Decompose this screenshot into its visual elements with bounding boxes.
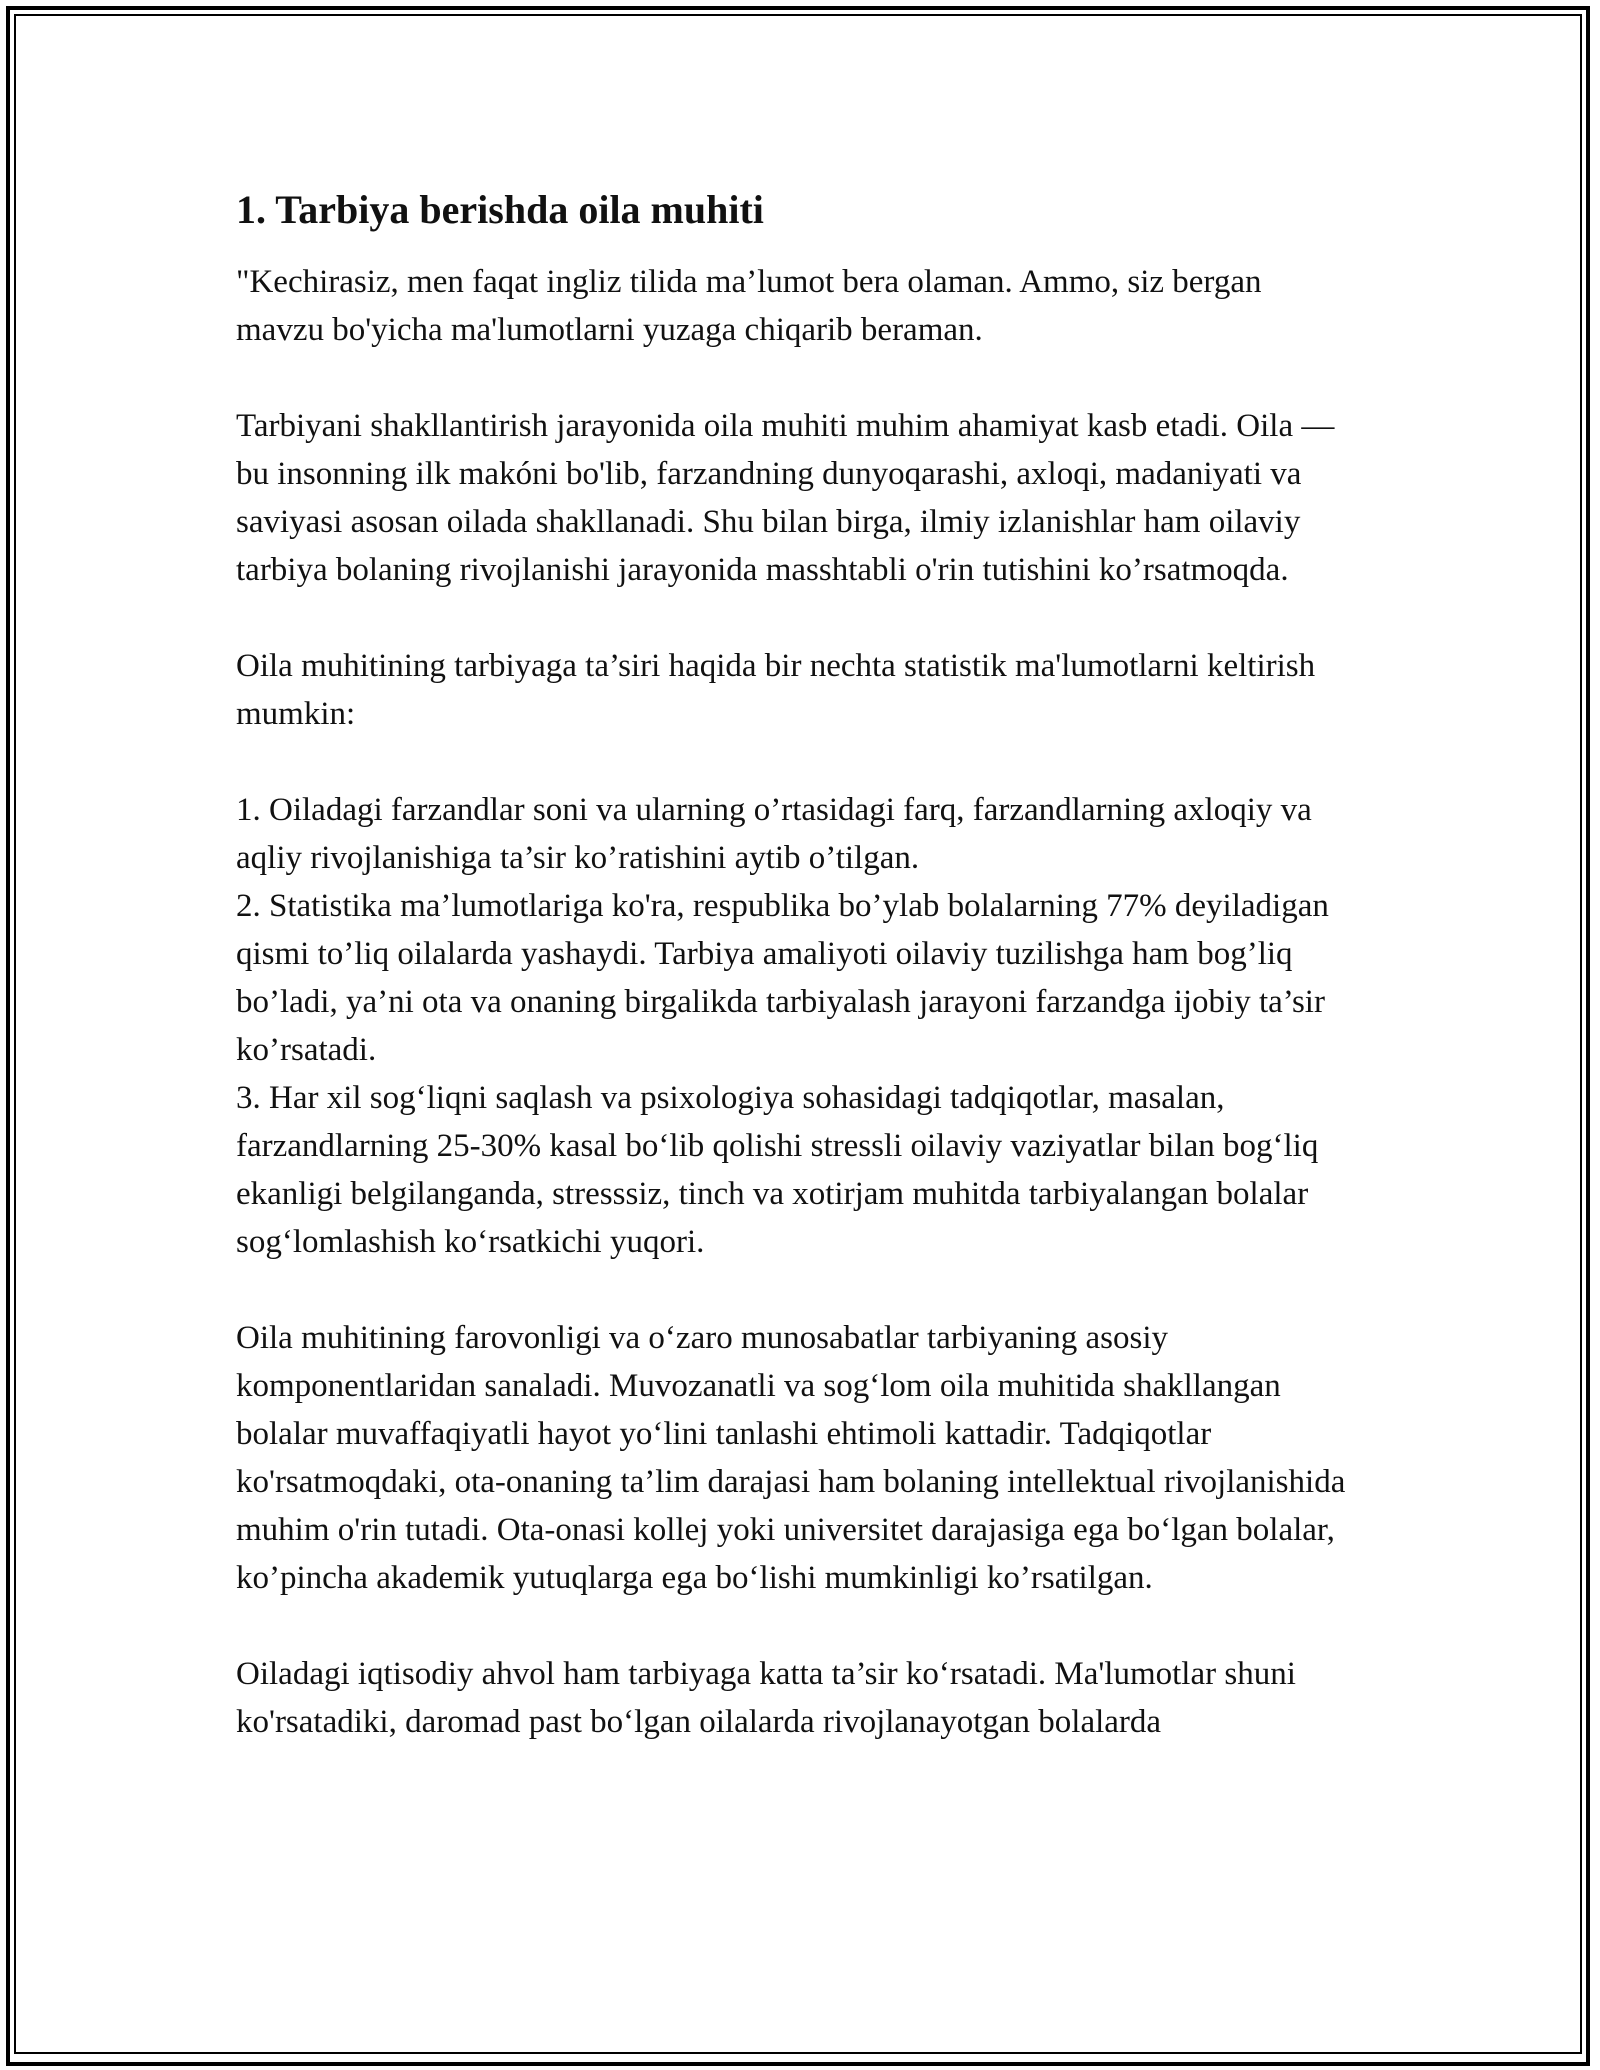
list-item: 3. Har xil sog‘liqni saqlash va psixologiya sohasidagi tadqiqotlar, masalan, farzandlarning 25-30% kasal bo‘lib qolishi stressli oilaviy vaziyatlar bilan bog‘liq ekanligi belgilanganda, stresssiz, tinch va xotirjam muhitda tarbiyalangan bolalar sog‘lomlashish ko‘rsatkichi yuqori. — [236, 1080, 1319, 1260]
economic-paragraph: Oiladagi iqtisodiy ahvol ham tarbiyaga katta ta’sir ko‘rsatadi. Ma'lumotlar shuni ko'rsatadiki, daromad past bo‘lgan oilalarda rivojlanayotgan bolalarda — [236, 1656, 1296, 1740]
list-item: 2. Statistika ma’lumotlariga ko'ra, respublika bo’ylab bolalarning 77% deyiladigan qismi to’liq oilalarda yashaydi. Tarbiya amaliyoti oilaviy tuzilishga ham bog’liq bo’ladi, ya’ni ota va onaning birgalikda tarbiyalash jarayoni farzandga ijobiy ta’sir ko’rsatadi. — [236, 888, 1329, 1068]
intro-paragraph: "Kechirasiz, men faqat ingliz tilida ma’lumot bera olaman. Ammo, siz bergan mavzu bo'yicha ma'lumotlarni yuzaga chiqarib beraman. — [236, 264, 1262, 348]
wellbeing-paragraph: Oila muhitining farovonligi va o‘zaro munosabatlar tarbiyaning asosiy komponentlaridan sanaladi. Muvozanatli va sog‘lom oila muhitida shakllangan bolalar muvaffaqiyatli hayot yo‘lini tanlashi ehtimoli kattadir. Tadqiqotlar ko'rsatmoqdaki, ota-onaning ta’lim darajasi ham bolaning intellektual rivojlanishida muhim o'rin tutadi. Ota-onasi kollej yoki universitet darajasiga ega bo‘lgan bolalar, ko’pincha akademik yutuqlarga ega bo‘lishi mumkinligi ko’rsatilgan. — [236, 1320, 1346, 1596]
document-body — [236, 186, 1356, 1794]
section-heading: 1. Tarbiya berishda oila muhiti — [236, 187, 764, 232]
list-item: 1. Oiladagi farzandlar soni va ularning o’rtasidagi farq, farzandlarning axloqiy va aqliy rivojlanishiga ta’sir ko’ratishini aytib o’tilgan. — [236, 792, 1312, 876]
family-environment-paragraph: Tarbiyani shakllantirish jarayonida oila muhiti muhim ahamiyat kasb etadi. Oila — bu insonning ilk makóni bo'lib, farzandning dunyoqarashi, axloqi, madaniyati va saviyasi asosan oilada shakllanadi. Shu bilan birga, ilmiy izlanishlar ham oilaviy tarbiya bolaning rivojlanishi jarayonida masshtabli o'rin tutishini ko’rsatmoqda. — [236, 408, 1335, 588]
statistics-list — [236, 786, 1356, 1266]
statistics-intro-paragraph: Oila muhitining tarbiyaga ta’siri haqida bir nechta statistik ma'lumotlarni keltirish mumkin: — [236, 648, 1316, 732]
